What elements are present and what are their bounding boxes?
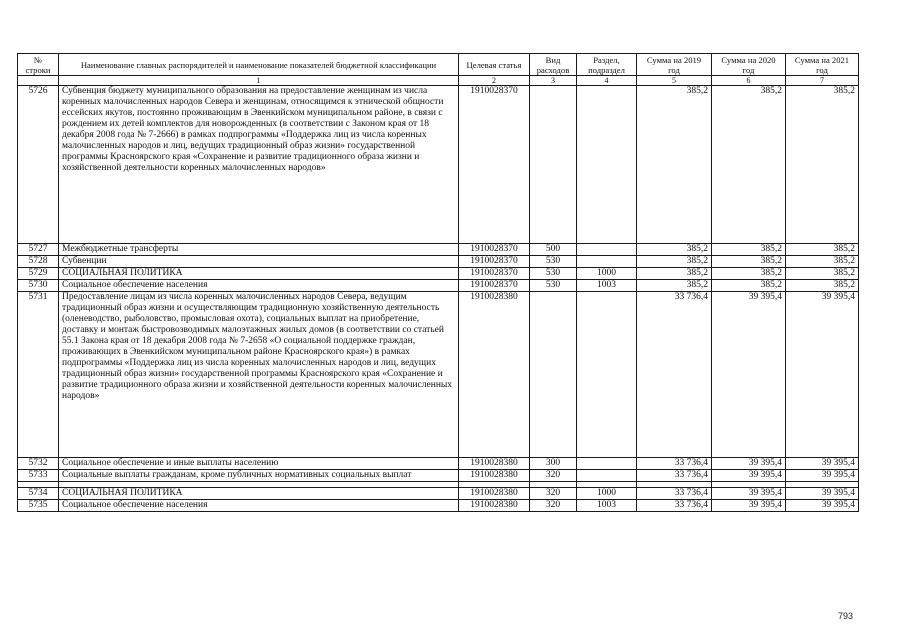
budget-table (17, 53, 859, 512)
column-number: 5 (637, 76, 712, 86)
row-name: Социальное обеспечение населения (59, 280, 459, 292)
row-section (577, 292, 637, 458)
row-section (577, 458, 637, 470)
table-body (18, 86, 859, 512)
row-target-article: 1910028380 (459, 488, 530, 500)
row-expense-kind: 530 (530, 268, 577, 280)
row-sum-2021: 385,2 (786, 86, 859, 244)
row-number: 5735 (18, 500, 59, 512)
row-target-article: 1910028370 (459, 86, 530, 244)
row-section (577, 244, 637, 256)
column-number: 7 (786, 76, 859, 86)
row-number: 5727 (18, 244, 59, 256)
row-target-article: 1910028380 (459, 292, 530, 458)
row-sum-2019: 33 736,4 (637, 458, 712, 470)
row-sum-2019: 385,2 (637, 268, 712, 280)
row-target-article: 1910028370 (459, 268, 530, 280)
row-expense-kind (530, 86, 577, 244)
table-row (18, 458, 859, 470)
row-sum-2020: 385,2 (712, 86, 786, 244)
row-sum-2020: 39 395,4 (712, 470, 786, 482)
row-sum-2021: 385,2 (786, 268, 859, 280)
row-target-article: 1910028370 (459, 280, 530, 292)
row-expense-kind (530, 292, 577, 458)
row-name: Субвенция бюджету муниципального образования на предоставление женщинам из числа коренных малочисленных народов Севера и женщинам, относящимся к этнической общности ессейских якутов, постоянно проживающим в Эвенкийском муниципальном районе, в связи с рождением их детей комплектов для новорожденных (в соответствии с Законом края от 18 декабря 2008 года № 7-2666) в рамках подпрограммы «Поддержка лиц из числа коренных малочисленных народов и лиц, ведущих традиционный образ жизни» государственной программы Красноярского края «Сохранение и развитие традиционного образа жизни и хозяйственной деятельности коренных малочисленных народов» (59, 86, 459, 244)
header-target-article: Целевая статья (459, 54, 530, 76)
header-sum-2020: Сумма на 2020 год (712, 54, 786, 76)
column-number: 3 (530, 76, 577, 86)
table-row (18, 500, 859, 512)
row-sum-2019: 33 736,4 (637, 488, 712, 500)
column-number: 6 (712, 76, 786, 86)
row-sum-2021: 39 395,4 (786, 458, 859, 470)
header-section: Раздел, подраздел (577, 54, 637, 76)
row-target-article: 1910028370 (459, 244, 530, 256)
row-sum-2020: 39 395,4 (712, 500, 786, 512)
table-row (18, 292, 859, 458)
row-sum-2021: 39 395,4 (786, 292, 859, 458)
row-sum-2019: 33 736,4 (637, 292, 712, 458)
row-sum-2020: 39 395,4 (712, 292, 786, 458)
row-expense-kind: 300 (530, 458, 577, 470)
row-sum-2021: 385,2 (786, 280, 859, 292)
page-number: 793 (838, 611, 854, 621)
row-section: 1000 (577, 488, 637, 500)
row-name: Межбюджетные трансферты (59, 244, 459, 256)
row-sum-2021: 39 395,4 (786, 488, 859, 500)
row-section (577, 470, 637, 482)
row-sum-2020: 39 395,4 (712, 488, 786, 500)
row-sum-2020: 385,2 (712, 280, 786, 292)
column-number-row (18, 76, 859, 86)
row-section: 1000 (577, 268, 637, 280)
table-row (18, 470, 859, 482)
row-expense-kind: 500 (530, 244, 577, 256)
row-sum-2021: 385,2 (786, 244, 859, 256)
row-target-article: 1910028380 (459, 470, 530, 482)
table-row (18, 488, 859, 500)
column-number: 1 (59, 76, 459, 86)
table-header (18, 54, 859, 86)
table-row (18, 244, 859, 256)
row-target-article: 1910028370 (459, 256, 530, 268)
header-name: Наименование главных распорядителей и наименование показателей бюджетной классификации (59, 54, 459, 76)
row-name: Социальное обеспечение населения (59, 500, 459, 512)
row-expense-kind: 320 (530, 488, 577, 500)
row-sum-2020: 39 395,4 (712, 458, 786, 470)
row-expense-kind: 320 (530, 500, 577, 512)
row-name: СОЦИАЛЬНАЯ ПОЛИТИКА (59, 268, 459, 280)
row-expense-kind: 320 (530, 470, 577, 482)
row-expense-kind: 530 (530, 280, 577, 292)
row-name: Субвенции (59, 256, 459, 268)
table-row (18, 268, 859, 280)
header-row-number: № строки (18, 54, 59, 76)
header-expense-kind: Вид расходов (530, 54, 577, 76)
header-sum-2021: Сумма на 2021 год (786, 54, 859, 76)
row-sum-2021: 39 395,4 (786, 500, 859, 512)
row-number: 5734 (18, 488, 59, 500)
table-row (18, 280, 859, 292)
row-sum-2021: 39 395,4 (786, 470, 859, 482)
row-sum-2019: 385,2 (637, 244, 712, 256)
row-number: 5729 (18, 268, 59, 280)
row-sum-2019: 33 736,4 (637, 500, 712, 512)
column-number (18, 76, 59, 86)
row-section: 1003 (577, 280, 637, 292)
row-number: 5728 (18, 256, 59, 268)
row-number: 5733 (18, 470, 59, 482)
row-name: Социальное обеспечение и иные выплаты населению (59, 458, 459, 470)
header-sum-2019: Сумма на 2019 год (637, 54, 712, 76)
row-sum-2019: 33 736,4 (637, 470, 712, 482)
row-sum-2019: 385,2 (637, 86, 712, 244)
row-section (577, 256, 637, 268)
row-section (577, 86, 637, 244)
row-number: 5730 (18, 280, 59, 292)
row-sum-2019: 385,2 (637, 280, 712, 292)
table-row (18, 86, 859, 244)
row-number: 5731 (18, 292, 59, 458)
column-number: 4 (577, 76, 637, 86)
row-sum-2020: 385,2 (712, 268, 786, 280)
row-number: 5726 (18, 86, 59, 244)
table-row (18, 256, 859, 268)
row-number: 5732 (18, 458, 59, 470)
row-section: 1003 (577, 500, 637, 512)
row-expense-kind: 530 (530, 256, 577, 268)
row-sum-2020: 385,2 (712, 244, 786, 256)
row-target-article: 1910028380 (459, 500, 530, 512)
row-name: СОЦИАЛЬНАЯ ПОЛИТИКА (59, 488, 459, 500)
row-sum-2021: 385,2 (786, 256, 859, 268)
row-sum-2019: 385,2 (637, 256, 712, 268)
row-sum-2020: 385,2 (712, 256, 786, 268)
column-number: 2 (459, 76, 530, 86)
row-target-article: 1910028380 (459, 458, 530, 470)
row-name: Социальные выплаты гражданам, кроме публичных нормативных социальных выплат (59, 470, 459, 482)
row-name: Предоставление лицам из числа коренных малочисленных народов Севера, ведущим традиционный образ жизни и осуществляющим традиционную хозяйственную деятельность (оленеводство, рыболовство, промысловая охота), социальных выплат на приобретение, доставку и монтаж быстровозводимых малоэтажных жилых домов (в соответствии со статьей 55.1 Закона края от 18 декабря 2008 года № 7-2658 «О социальной поддержке граждан, проживающих в Эвенкийском муниципальном районе Красноярского края») в рамках подпрограммы «Поддержка лиц из числа коренных малочисленных народов и лиц, ведущих традиционный образ жизни» государственной программы Красноярского края «Сохранение и развитие традиционного образа жизни и хозяйственной деятельности коренных малочисленных народов» (59, 292, 459, 458)
